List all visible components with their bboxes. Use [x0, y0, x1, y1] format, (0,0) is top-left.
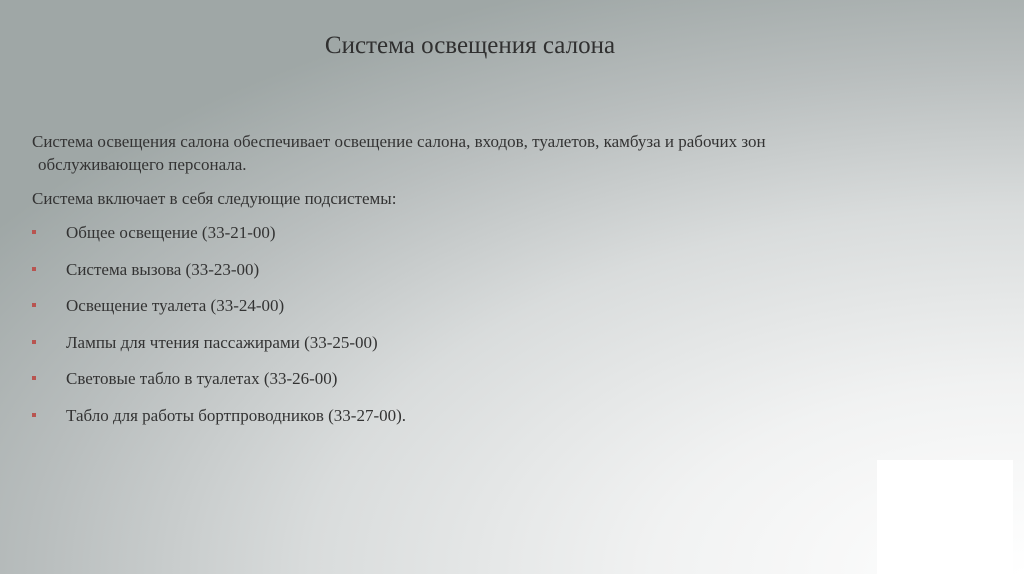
corner-white-box	[877, 460, 1013, 574]
square-bullet-icon	[32, 230, 36, 234]
intro-line-1: Система освещения салона обеспечивает освещение салона, входов, туалетов, камбуза и рабочих зон	[32, 132, 766, 151]
square-bullet-icon	[32, 413, 36, 417]
square-bullet-icon	[32, 376, 36, 380]
square-bullet-icon	[32, 340, 36, 344]
intro-line-2: обслуживающего персонала.	[38, 155, 247, 174]
list-item-text: Освещение туалета (33-24-00)	[66, 296, 285, 315]
list-item-text: Световые табло в туалетах (33-26-00)	[66, 369, 338, 388]
intro-paragraph	[32, 130, 982, 176]
list-item-text: Лампы для чтения пассажирами (33-25-00)	[66, 332, 378, 352]
subsystems-heading: Система включает в себя следующие подсистемы:	[32, 189, 397, 208]
list-item-text: Система вызова (33-23-00)	[66, 259, 260, 279]
list-item-text: Общее освещение (33-21-00)	[66, 223, 276, 242]
slide-title: Система освещения салона	[324, 32, 616, 59]
list-item-text: Табло для работы бортпроводников (33-27-00).	[66, 405, 407, 425]
square-bullet-icon	[32, 267, 36, 271]
square-bullet-icon	[32, 303, 36, 307]
